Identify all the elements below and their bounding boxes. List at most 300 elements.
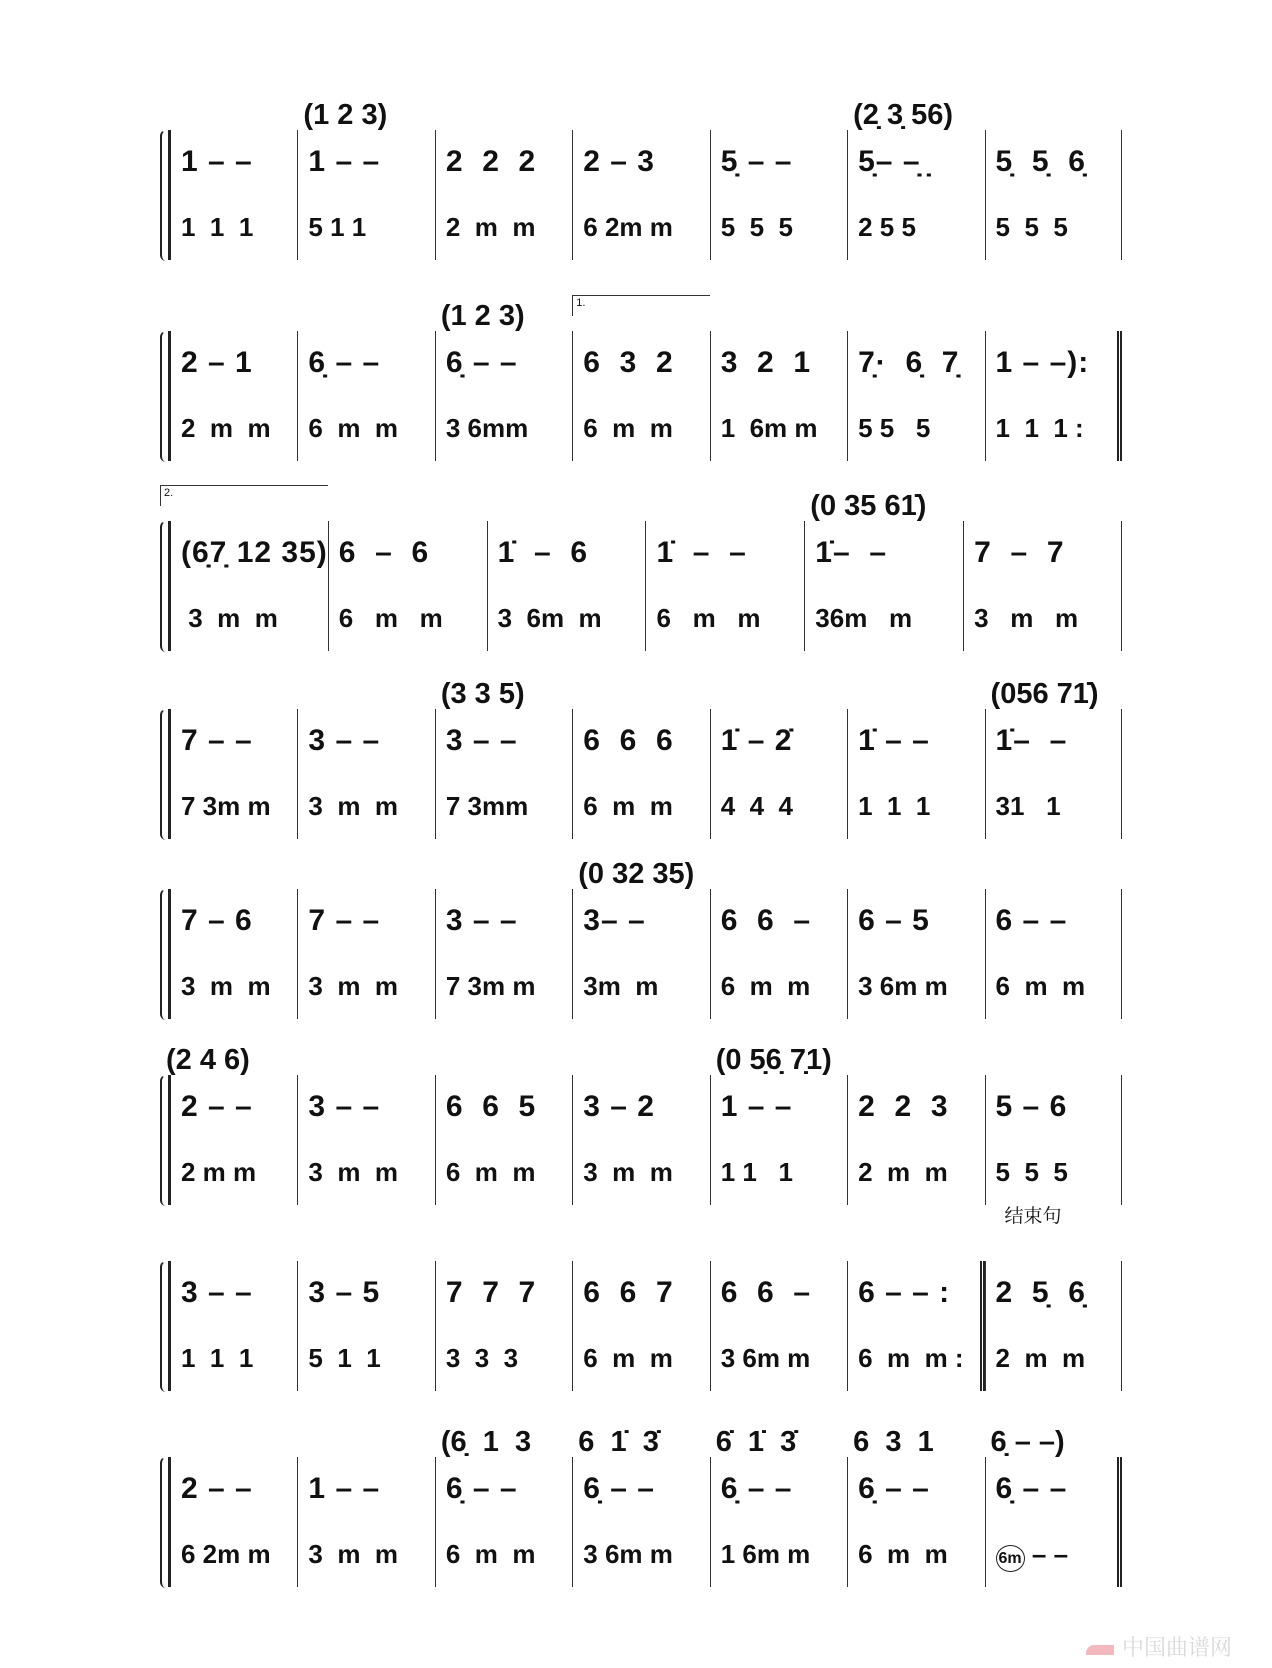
cue-text: 6 1̇ 3̇ <box>578 1426 659 1458</box>
measure <box>847 301 984 491</box>
cue-notes <box>804 491 963 521</box>
cue-notes <box>160 301 297 331</box>
measure-body <box>572 709 709 839</box>
measure-body <box>847 1261 984 1391</box>
bass-line: 36m m <box>815 603 913 633</box>
melody-line: 2 2 2 <box>445 145 537 178</box>
bass-line: 3 6m m <box>858 971 948 1001</box>
cue-text: (056 71̇) <box>990 678 1099 710</box>
volta-bracket: 1. <box>572 295 709 316</box>
bass-line: 1 1 1 : <box>995 413 1084 443</box>
measure-body <box>572 331 709 461</box>
cue-notes <box>572 1231 709 1261</box>
melody-line: 6 – 5 <box>858 904 930 937</box>
circled-chord: 6m <box>996 1545 1025 1572</box>
bass-line: 2 5 5 <box>858 212 916 242</box>
ending-label: 结束句 <box>1004 1205 1062 1227</box>
measure-body <box>168 889 297 1019</box>
measure-body <box>847 130 984 260</box>
melody-line: 3– – <box>583 904 646 937</box>
measure-body <box>985 889 1122 1019</box>
cue-notes <box>710 1231 847 1261</box>
melody-line: 3 – – <box>445 724 518 757</box>
cue-notes <box>572 679 709 709</box>
staff-system <box>160 487 1122 681</box>
melody-line: 2 2 3 <box>858 1090 949 1123</box>
melody-line: 6̣ – – <box>720 1472 793 1505</box>
measure-body <box>572 130 709 260</box>
melody-line: 6̣ – – <box>995 1472 1068 1505</box>
measure <box>985 859 1122 1049</box>
bass-line: 7 3m m <box>181 791 271 821</box>
measure <box>297 1231 434 1421</box>
bass-line: 2 m m <box>445 212 536 242</box>
cue-text: (0 35 61̇) <box>810 490 927 522</box>
bass-line: 2 m m <box>995 1343 1086 1373</box>
bass-line: 3 m m <box>308 1157 399 1187</box>
measure <box>160 1045 297 1235</box>
measure-body <box>710 130 847 260</box>
bass-line: 5 1 1 <box>308 1343 381 1373</box>
measure-body <box>168 709 297 839</box>
measure-body <box>572 1075 709 1205</box>
measure-body <box>847 1075 984 1205</box>
cue-notes <box>160 1231 297 1261</box>
measure <box>297 301 434 491</box>
staff-system <box>160 1045 1122 1235</box>
bass-line: 2 m m <box>181 413 271 443</box>
cue-notes <box>297 1427 434 1457</box>
measure-body <box>985 1075 1122 1205</box>
melody-line: 1 – – <box>308 1472 381 1505</box>
melody-line: 5̣– –̣ ̣ <box>858 145 930 178</box>
bass-line: 3 m m <box>974 603 1079 633</box>
measure-body <box>710 1075 847 1205</box>
cue-text: (2 4 6) <box>166 1044 250 1076</box>
measure-body <box>297 1261 434 1391</box>
cue-notes <box>572 859 709 889</box>
measure <box>847 1231 984 1421</box>
measure-body <box>435 709 572 839</box>
cue-notes <box>572 1427 709 1457</box>
cue-notes <box>572 297 709 331</box>
melody-line: 3 2 1 <box>720 346 812 379</box>
cue-notes <box>297 1231 434 1261</box>
measure <box>435 859 572 1049</box>
bass-line: 6 m m <box>445 1157 536 1187</box>
bass-line: 4 4 4 <box>720 791 793 821</box>
melody-line: 7 7 7 <box>445 1276 537 1309</box>
melody-line: 7 – – <box>308 904 381 937</box>
bass-line: 1 1 1 <box>858 791 931 821</box>
measure <box>985 301 1122 491</box>
measure <box>710 301 847 491</box>
measure-body <box>435 889 572 1019</box>
bass-line: 3 m m <box>308 971 399 1001</box>
cue-text: (2̣ 3̣ 56) <box>853 99 954 131</box>
measure-body <box>985 1261 1122 1391</box>
measure-body <box>847 1457 984 1587</box>
measure <box>297 1045 434 1235</box>
measure-body <box>985 130 1122 260</box>
cue-text: (1 2 3) <box>303 99 388 131</box>
melody-line: 1̇ – – <box>656 536 747 569</box>
bass-line: 3 3 3 <box>445 1343 519 1373</box>
measure-body <box>297 331 434 461</box>
measure-body <box>572 1261 709 1391</box>
measure <box>710 1231 847 1421</box>
measure-body <box>645 521 804 651</box>
melody-line: 1̇– – <box>995 724 1068 757</box>
measure <box>847 679 984 869</box>
measure-body <box>710 1457 847 1587</box>
measure <box>572 1231 709 1421</box>
cue-notes <box>435 1427 572 1457</box>
bass-line: 5 5 5 <box>858 413 931 443</box>
bass-line: 6 2m m <box>181 1539 271 1569</box>
measure <box>572 859 709 1049</box>
bass-line: 6 m m <box>583 1343 673 1373</box>
measure <box>710 859 847 1049</box>
melody-line: 1̇ – 2̇ <box>720 724 793 757</box>
melody-line: 2 – – <box>181 1090 253 1123</box>
cue-notes <box>435 1231 572 1261</box>
melody-line: 1̇– – <box>815 536 888 569</box>
measure-body <box>710 331 847 461</box>
measure-body <box>847 889 984 1019</box>
bass-line: 6 m m <box>338 603 443 633</box>
bass-line: 1 1 1 <box>181 212 254 242</box>
cue-text: (0 5̣6̣ 7̣1) <box>715 1044 832 1076</box>
measure-body <box>710 889 847 1019</box>
measure <box>572 1045 709 1235</box>
watermark <box>1086 1631 1232 1662</box>
measure <box>435 1427 572 1617</box>
measure <box>710 679 847 869</box>
bass-line: 6 2m m <box>583 212 673 242</box>
melody-line: 6 3 2 <box>583 346 674 379</box>
cue-notes <box>328 491 487 521</box>
measure <box>572 297 709 491</box>
bass-line: 6 m m <box>445 1539 536 1569</box>
measure <box>985 679 1122 869</box>
bass-line: 6 m m <box>858 1539 948 1569</box>
cue-text: (6̣ 1 3 <box>440 1426 532 1458</box>
melody-line: 7 – – <box>181 724 253 757</box>
melody-line: 6̣ – – <box>583 1472 655 1505</box>
staff-system <box>160 679 1122 869</box>
measure <box>645 491 804 681</box>
measure <box>435 301 572 491</box>
bass-line: 3 m m <box>308 791 399 821</box>
melody-line: 3 – 2 <box>583 1090 655 1123</box>
measure <box>435 100 572 290</box>
melody-line: (6̣7̣ 12 35) <box>181 536 328 569</box>
bass-line: 5 5 5 <box>995 1157 1068 1187</box>
measure-body <box>297 130 434 260</box>
measure-body <box>435 130 572 260</box>
bass-line <box>986 1521 1117 1587</box>
bass-line: 6 m m : <box>858 1343 964 1373</box>
bass-line: 1 6m m <box>720 1539 811 1569</box>
measure-body <box>297 1457 434 1587</box>
measure-body <box>168 1075 297 1205</box>
measure-body <box>168 521 328 651</box>
cue-notes <box>847 859 984 889</box>
measure-body <box>328 521 487 651</box>
measure <box>160 859 297 1049</box>
measure-body <box>985 331 1122 461</box>
cue-notes <box>985 1205 1122 1261</box>
cue-text: 6̇ 1̇ 3̇ <box>715 1426 797 1458</box>
measure-body <box>435 1261 572 1391</box>
cue-text: 6 3 1 <box>853 1426 934 1458</box>
measure <box>804 491 963 681</box>
cue-notes <box>645 491 804 521</box>
measure-body <box>168 1261 297 1391</box>
bass-line: 1 1 1 <box>181 1343 254 1373</box>
cue-notes <box>985 859 1122 889</box>
cue-text: 6̣ – –) <box>990 1426 1065 1458</box>
cue-notes <box>435 679 572 709</box>
bass-line: 6 m m <box>308 413 399 443</box>
cue-notes <box>572 100 709 130</box>
measure <box>297 679 434 869</box>
measure <box>160 487 328 681</box>
measure-body <box>297 1075 434 1205</box>
measure <box>160 1427 297 1617</box>
measure <box>160 679 297 869</box>
staff-system <box>160 859 1122 1049</box>
melody-line: 3 – – <box>308 1090 381 1123</box>
melody-line: 2 – 3 <box>583 145 655 178</box>
melody-line: 6 6 – <box>720 904 812 937</box>
cue-notes <box>435 100 572 130</box>
melody-line: 6 – – <box>995 904 1068 937</box>
bass-line: 5 5 5 <box>720 212 793 242</box>
bass-line: 7 3m m <box>445 971 536 1001</box>
cue-notes <box>487 491 646 521</box>
volta-bracket: 2. <box>160 485 328 506</box>
melody-line: 3 – – <box>445 904 518 937</box>
melody-line: 1̇ – 6 <box>497 536 589 569</box>
measure <box>572 1427 709 1617</box>
measure <box>328 491 487 681</box>
cue-notes <box>435 301 572 331</box>
bass-line: 3 m m <box>583 1157 673 1187</box>
bass-line: 6 m m <box>720 971 811 1001</box>
measure <box>435 679 572 869</box>
measure-body <box>847 709 984 839</box>
bass-line: 6 m m <box>656 603 761 633</box>
measure <box>435 1231 572 1421</box>
measure-body <box>435 331 572 461</box>
melody-line: 3 – – <box>181 1276 253 1309</box>
measure-body <box>435 1075 572 1205</box>
measure-body <box>297 709 434 839</box>
melody-line: 7 – 7 <box>974 536 1065 569</box>
measure-body <box>168 130 297 260</box>
measure <box>963 491 1122 681</box>
melody-line: 1 – – <box>720 1090 793 1123</box>
measure-body <box>487 521 646 651</box>
melody-line: 2 5̣ 6̣ <box>995 1276 1086 1309</box>
measure <box>985 1427 1122 1617</box>
cue-notes <box>710 1045 847 1075</box>
cue-notes <box>160 859 297 889</box>
melody-line: 3 – – <box>308 724 381 757</box>
melody-line: 7 – 6 <box>181 904 253 937</box>
melody-line: 6 6 7 <box>583 1276 674 1309</box>
measure <box>160 1231 297 1421</box>
measure-body <box>297 889 434 1019</box>
melody-line: 6 6 5 <box>445 1090 537 1123</box>
watermark-text: 中国曲谱网 <box>1121 1636 1232 1661</box>
bass-line: 6 m m <box>583 791 673 821</box>
cue-text: (1 2 3) <box>440 300 525 332</box>
melody-line: 7̣· 6̣ 7̣ <box>858 346 960 379</box>
melody-line: 6̣ – – <box>445 346 518 379</box>
bass-line: 5 1 1 <box>308 212 367 242</box>
measure <box>847 859 984 1049</box>
cue-notes <box>847 1045 984 1075</box>
measure-body <box>435 1457 572 1587</box>
bass-line: 3 6m m <box>720 1343 811 1373</box>
measure-body <box>710 1261 847 1391</box>
cue-notes <box>160 679 297 709</box>
measure-body <box>168 331 297 461</box>
cue-notes <box>710 100 847 130</box>
melody-line: 2 – 1 <box>181 346 253 379</box>
staff-system <box>160 1205 1122 1421</box>
melody-line: 3 – 5 <box>308 1276 381 1309</box>
measure <box>435 1045 572 1235</box>
bass-line: 3 6mm <box>445 413 529 443</box>
measure-body <box>168 1457 297 1587</box>
bass-line: 6 m m <box>583 413 673 443</box>
cue-notes <box>435 859 572 889</box>
melody-line: 6̣ – – <box>445 1472 518 1505</box>
measure <box>985 100 1122 290</box>
measure <box>985 1205 1122 1421</box>
cue-notes <box>985 100 1122 130</box>
measure <box>572 100 709 290</box>
watermark-logo-icon <box>1086 1645 1114 1655</box>
measure-body <box>710 709 847 839</box>
cue-notes <box>985 1427 1122 1457</box>
cue-notes <box>985 1045 1122 1075</box>
cue-notes <box>710 1427 847 1457</box>
cue-notes <box>985 679 1122 709</box>
measure <box>847 1427 984 1617</box>
bass-line: 3m m <box>583 971 659 1001</box>
bass-line: 3 6m m <box>583 1539 673 1569</box>
cue-notes <box>160 100 297 130</box>
cue-notes <box>572 1045 709 1075</box>
bass-line: 2 m m <box>181 1157 257 1187</box>
measure <box>847 1045 984 1235</box>
cue-text: (0 32 35) <box>578 858 695 890</box>
measure-body <box>572 889 709 1019</box>
cue-notes <box>435 1045 572 1075</box>
bass-line: 31 1 <box>995 791 1061 821</box>
bass-line: 3 m m <box>181 971 271 1001</box>
melody-line: 6 – 6 <box>338 536 430 569</box>
staff-system <box>160 297 1122 491</box>
measure <box>160 100 297 290</box>
measure <box>160 301 297 491</box>
bass-line: 2 m m <box>858 1157 948 1187</box>
measure <box>847 100 984 290</box>
measure-body <box>847 331 984 461</box>
cue-notes <box>297 100 434 130</box>
cue-notes <box>847 100 984 130</box>
melody-line: 6̣ – – <box>308 346 381 379</box>
measure <box>710 100 847 290</box>
cue-notes <box>963 491 1122 521</box>
melody-line: 5̣ – – <box>720 145 793 178</box>
melody-line: 6 6 6 <box>583 724 674 757</box>
measure-body <box>804 521 963 651</box>
measure-body <box>963 521 1122 651</box>
cue-notes <box>985 301 1122 331</box>
melody-line: 1̇ – – <box>858 724 930 757</box>
melody-line: 5̣ 5̣ 6̣ <box>995 145 1086 178</box>
melody-line: 1 – – <box>181 145 253 178</box>
staff-system <box>160 100 1122 290</box>
cue-notes <box>710 301 847 331</box>
measure <box>487 491 646 681</box>
bass-line: 3 6m m <box>497 603 602 633</box>
measure-body <box>572 1457 709 1587</box>
cue-notes <box>847 1427 984 1457</box>
melody-line: 2 – – <box>181 1472 253 1505</box>
melody-line: 6̣ – – <box>858 1472 930 1505</box>
cue-notes <box>847 679 984 709</box>
bass-line: 3 m m <box>308 1539 399 1569</box>
cue-text: (3 3 5) <box>440 678 525 710</box>
cue-notes <box>297 1045 434 1075</box>
cue-notes <box>297 301 434 331</box>
cue-notes <box>160 487 328 521</box>
measure-body <box>985 1457 1122 1587</box>
bass-rest: – – <box>1024 1539 1069 1569</box>
measure <box>297 100 434 290</box>
bass-line: 5 5 5 <box>995 212 1068 242</box>
staff-system <box>160 1427 1122 1617</box>
measure-body <box>985 709 1122 839</box>
measure <box>710 1045 847 1235</box>
cue-notes <box>160 1427 297 1457</box>
bass-line: 7 3mm <box>445 791 529 821</box>
bass-line: 6 m m <box>995 971 1086 1001</box>
measure <box>710 1427 847 1617</box>
melody-line: 1 – –): <box>995 346 1090 379</box>
measure <box>297 859 434 1049</box>
bass-line: 1 6m m <box>720 413 818 443</box>
melody-line: 1 – – <box>308 145 381 178</box>
melody-line: 6 – – : <box>858 1276 951 1309</box>
cue-notes <box>160 1045 297 1075</box>
bass-line: 1 1 1 <box>720 1157 793 1187</box>
cue-notes <box>847 301 984 331</box>
cue-notes <box>297 859 434 889</box>
measure <box>572 679 709 869</box>
measure <box>297 1427 434 1617</box>
cue-notes <box>710 859 847 889</box>
melody-line: 5 – 6 <box>995 1090 1068 1123</box>
melody-line: 6 6 – <box>720 1276 812 1309</box>
